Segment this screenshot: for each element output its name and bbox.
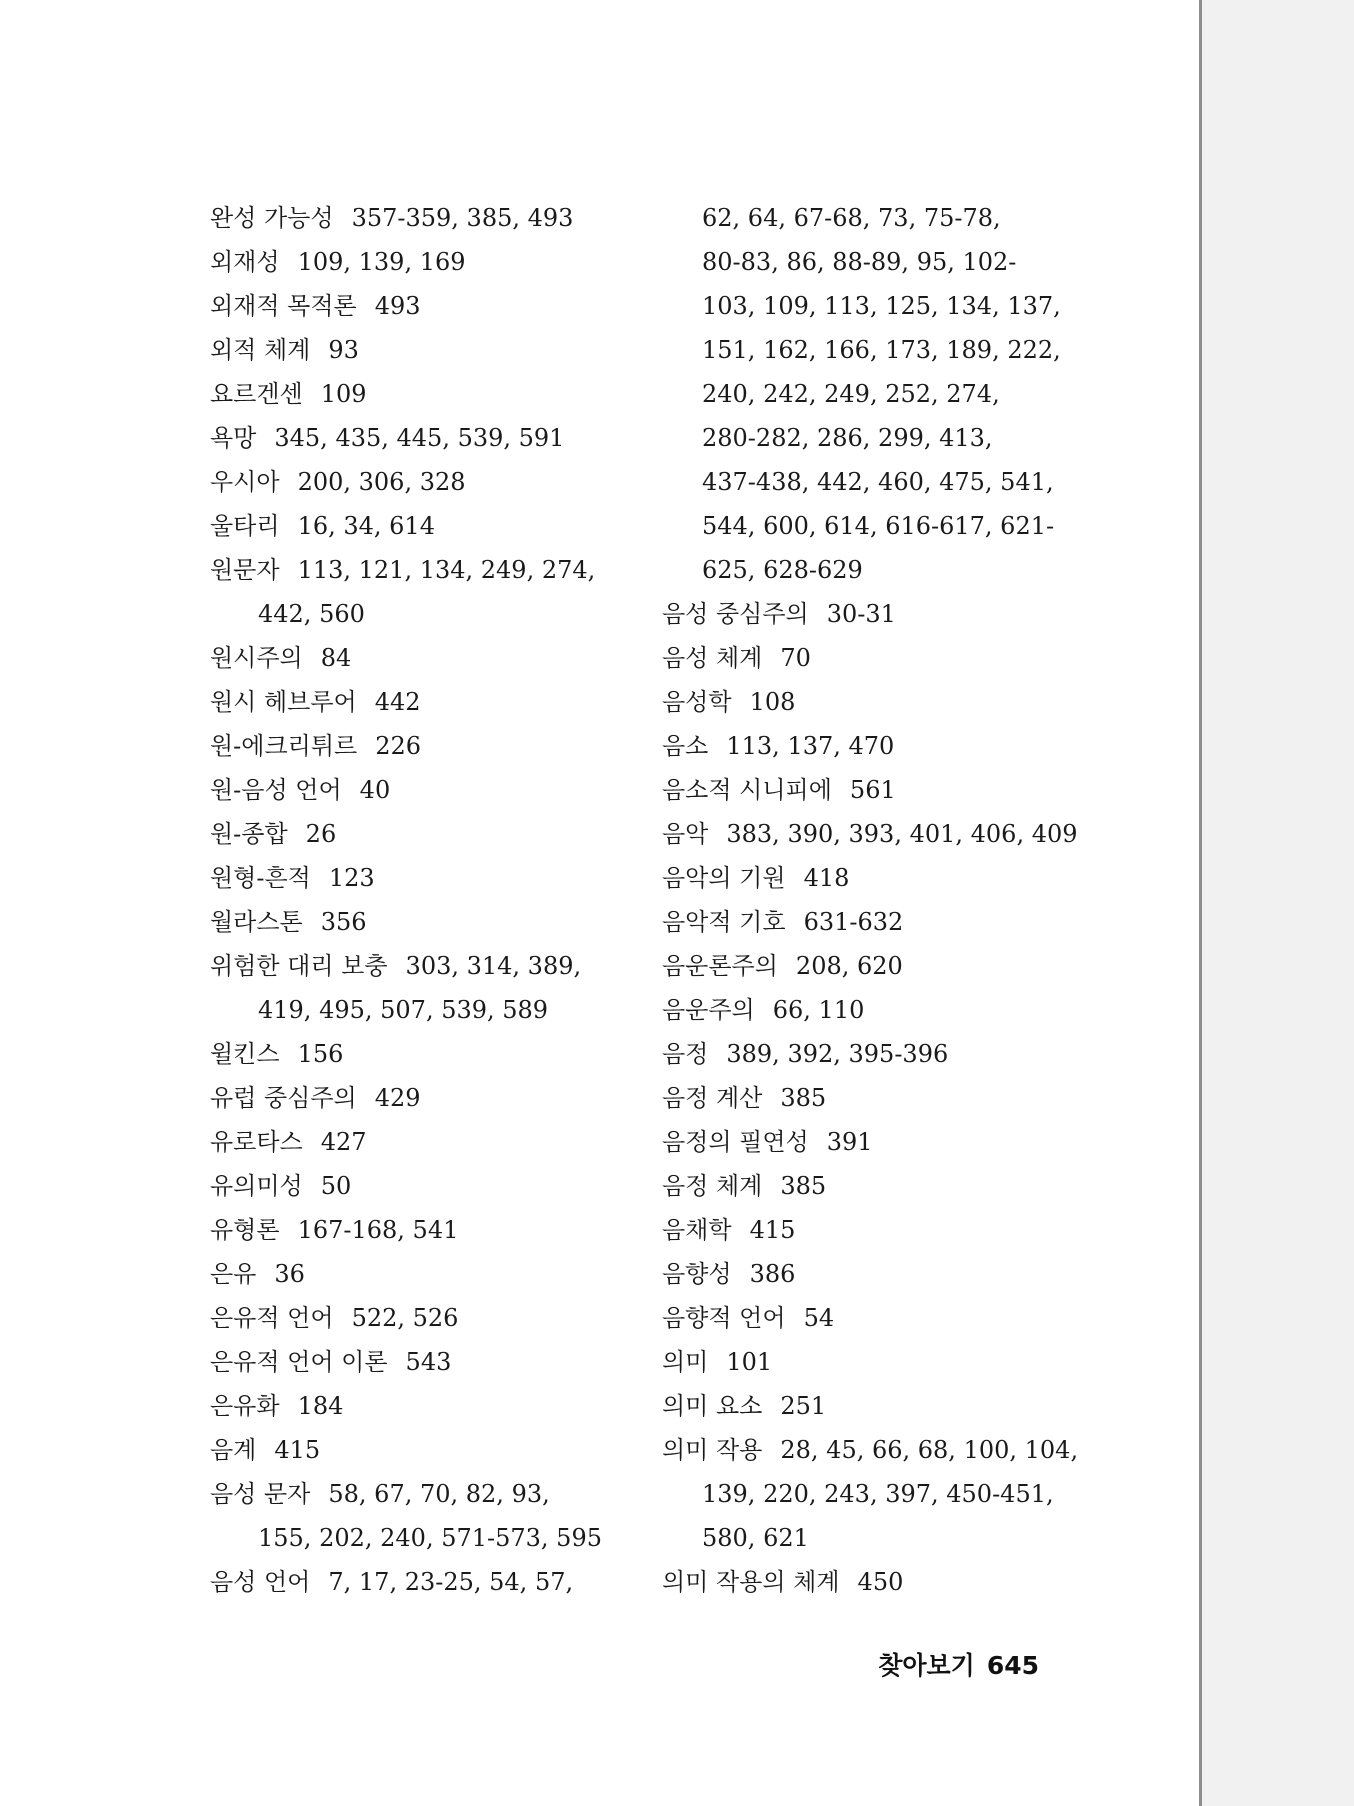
index-pages: 108: [749, 688, 796, 716]
index-term: 음정 체계: [662, 1172, 763, 1200]
index-term: 위험한 대리 보충: [210, 952, 388, 980]
index-pages: 16, 34, 614: [297, 512, 435, 540]
index-term: 음악적 기호: [662, 908, 786, 936]
index-term: 유럽 중심주의: [210, 1084, 357, 1112]
index-term: 은유화: [210, 1392, 280, 1420]
index-term: 외재적 목적론: [210, 292, 357, 320]
index-entry: [210, 988, 630, 1032]
index-term: 윌킨스: [210, 1040, 280, 1068]
index-entry: [662, 1296, 1062, 1340]
page-footer: [878, 1644, 1039, 1688]
index-pages: 561: [849, 776, 896, 804]
index-term: 의미: [662, 1348, 709, 1376]
index-entry: [210, 1120, 630, 1164]
index-entry: [662, 328, 1062, 372]
index-entry: [210, 1076, 630, 1120]
index-pages: 427: [320, 1128, 367, 1156]
index-term: 음정의 필연성: [662, 1128, 809, 1156]
index-term: 의미 작용: [662, 1436, 763, 1464]
index-entry: [210, 372, 630, 416]
index-entry: [210, 944, 630, 988]
index-pages: 103, 109, 113, 125, 134, 137,: [702, 292, 1061, 320]
index-entry: [662, 636, 1062, 680]
index-term: 외적 체계: [210, 336, 311, 364]
index-entry: [662, 1384, 1062, 1428]
index-term: 음성 언어: [210, 1568, 311, 1596]
index-pages: 113, 137, 470: [726, 732, 895, 760]
index-pages: 113, 121, 134, 249, 274,: [297, 556, 596, 584]
index-entry: [210, 1296, 630, 1340]
index-pages: 58, 67, 70, 82, 93,: [328, 1480, 550, 1508]
index-term: 유형론: [210, 1216, 280, 1244]
index-pages: 84: [320, 644, 352, 672]
index-entry: [662, 504, 1062, 548]
index-pages: 522, 526: [351, 1304, 459, 1332]
index-pages: 109: [320, 380, 367, 408]
index-term: 음향적 언어: [662, 1304, 786, 1332]
index-entry: [210, 900, 630, 944]
index-term: 욕망: [210, 424, 257, 452]
index-pages: 419, 495, 507, 539, 589: [258, 996, 549, 1024]
index-entry: [662, 988, 1062, 1032]
index-pages: 208, 620: [795, 952, 903, 980]
footer-label: 찾아보기: [878, 1651, 975, 1680]
index-pages: 200, 306, 328: [297, 468, 466, 496]
index-term: 원시 헤브루어: [210, 688, 357, 716]
index-pages: 437-438, 442, 460, 475, 541,: [702, 468, 1054, 496]
index-entry: [662, 1252, 1062, 1296]
index-entry: [210, 1208, 630, 1252]
index-entry: [662, 1472, 1062, 1516]
index-term: 음향성: [662, 1260, 732, 1288]
index-pages: 429: [374, 1084, 421, 1112]
index-term: 유의미성: [210, 1172, 303, 1200]
index-pages: 40: [359, 776, 391, 804]
index-pages: 356: [320, 908, 367, 936]
index-pages: 389, 392, 395-396: [726, 1040, 949, 1068]
index-entry: [210, 1560, 630, 1604]
index-column-left: [210, 196, 630, 1604]
index-entry: [662, 1560, 1062, 1604]
index-entry: [662, 944, 1062, 988]
index-pages: 493: [374, 292, 421, 320]
index-term: 음정: [662, 1040, 709, 1068]
index-term: 요르겐센: [210, 380, 303, 408]
index-entry: [662, 680, 1062, 724]
index-entry: [662, 1340, 1062, 1384]
index-term: 원-음성 언어: [210, 776, 342, 804]
index-pages: 226: [375, 732, 422, 760]
index-term: 음정 계산: [662, 1084, 763, 1112]
index-term: 음성 중심주의: [662, 600, 809, 628]
index-entry: [210, 416, 630, 460]
index-pages: 184: [297, 1392, 344, 1420]
index-pages: 251: [780, 1392, 827, 1420]
index-term: 음악의 기원: [662, 864, 786, 892]
index-entry: [662, 592, 1062, 636]
index-entry: [662, 372, 1062, 416]
index-term: 음악: [662, 820, 709, 848]
index-pages: 109, 139, 169: [297, 248, 466, 276]
index-entry: [662, 240, 1062, 284]
index-pages: 36: [274, 1260, 305, 1288]
index-term: 유로타스: [210, 1128, 303, 1156]
index-entry: [662, 724, 1062, 768]
index-pages: 123: [328, 864, 375, 892]
index-term: 음성학: [662, 688, 732, 716]
index-entry: [210, 1164, 630, 1208]
index-entry: [662, 416, 1062, 460]
index-entry: [210, 196, 630, 240]
index-entry: [210, 548, 630, 592]
index-entry: [210, 1516, 630, 1560]
index-entry: [662, 1076, 1062, 1120]
index-pages: 101: [726, 1348, 773, 1376]
index-term: 음운주의: [662, 996, 755, 1024]
index-term: 은유적 언어 이론: [210, 1348, 388, 1376]
index-term: 음소: [662, 732, 709, 760]
index-pages: 240, 242, 249, 252, 274,: [702, 380, 1000, 408]
index-entry: [662, 1428, 1079, 1472]
index-entry: [662, 284, 1062, 328]
index-pages: 415: [749, 1216, 796, 1244]
index-entry: [662, 1120, 1062, 1164]
index-pages: 415: [274, 1436, 321, 1464]
index-pages: 580, 621: [702, 1524, 809, 1552]
index-entry: [662, 1208, 1062, 1252]
index-term: 원형-흔적: [210, 864, 311, 892]
index-entry: [210, 460, 630, 504]
index-term: 원시주의: [210, 644, 303, 672]
index-entry: [662, 1516, 1062, 1560]
index-pages: 625, 628-629: [702, 556, 863, 584]
index-entry: [210, 1032, 630, 1076]
index-entry: [210, 240, 630, 284]
index-entry: [210, 724, 630, 768]
index-term: 원-에크리튀르: [210, 732, 358, 760]
index-term: 외재성: [210, 248, 280, 276]
index-entry: [210, 284, 630, 328]
index-entry: [662, 1032, 1062, 1076]
index-entry: [210, 768, 630, 812]
index-pages: 151, 162, 166, 173, 189, 222,: [702, 336, 1061, 364]
index-entry: [210, 1384, 630, 1428]
index-pages: 543: [405, 1348, 452, 1376]
index-term: 원-종합: [210, 820, 288, 848]
index-pages: 167-168, 541: [297, 1216, 459, 1244]
index-pages: 442: [374, 688, 421, 716]
index-term: 음성 체계: [662, 644, 763, 672]
index-pages: 156: [297, 1040, 344, 1068]
index-entry: [210, 1472, 630, 1516]
index-pages: 386: [749, 1260, 796, 1288]
index-pages: 357-359, 385, 493: [351, 204, 574, 232]
index-pages: 544, 600, 614, 616-617, 621-: [702, 512, 1055, 540]
index-term: 월라스톤: [210, 908, 303, 936]
index-term: 음운론주의: [662, 952, 778, 980]
index-pages: 66, 110: [772, 996, 865, 1024]
index-pages: 93: [328, 336, 359, 364]
index-pages: 28, 45, 66, 68, 100, 104,: [780, 1436, 1079, 1464]
index-pages: 7, 17, 23-25, 54, 57,: [328, 1568, 574, 1596]
index-entry: [662, 900, 1062, 944]
index-pages: 30-31: [826, 600, 896, 628]
index-pages: 303, 314, 389,: [405, 952, 582, 980]
index-entry: [662, 812, 1078, 856]
index-term: 원문자: [210, 556, 280, 584]
index-pages: 50: [320, 1172, 352, 1200]
page-number: 645: [986, 1651, 1039, 1680]
index-term: 음소적 시니피에: [662, 776, 832, 804]
index-pages: 62, 64, 67-68, 73, 75-78,: [702, 204, 1001, 232]
index-entry: [662, 548, 1062, 592]
index-term: 음채학: [662, 1216, 732, 1244]
index-pages: 26: [305, 820, 337, 848]
index-entry: [210, 328, 630, 372]
index-entry: [210, 1340, 630, 1384]
index-term: 음계: [210, 1436, 257, 1464]
index-entry: [210, 680, 630, 724]
index-entry: [210, 856, 630, 900]
index-entry: [662, 460, 1062, 504]
index-pages: 385: [780, 1172, 827, 1200]
index-pages: 450: [857, 1568, 904, 1596]
index-term: 은유적 언어: [210, 1304, 334, 1332]
index-pages: 442, 560: [258, 600, 365, 628]
index-entry: [210, 504, 630, 548]
index-pages: 383, 390, 393, 401, 406, 409: [726, 820, 1078, 848]
index-entry: [662, 1164, 1062, 1208]
index-term: 의미 작용의 체계: [662, 1568, 840, 1596]
index-pages: 139, 220, 243, 397, 450-451,: [702, 1480, 1054, 1508]
index-entry: [662, 768, 1062, 812]
index-entry: [210, 636, 630, 680]
index-pages: 418: [803, 864, 850, 892]
index-term: 음성 문자: [210, 1480, 311, 1508]
index-term: 울타리: [210, 512, 280, 540]
index-pages: 385: [780, 1084, 827, 1112]
index-pages: 54: [803, 1304, 835, 1332]
index-entry: [210, 1252, 630, 1296]
index-entry: [210, 1428, 630, 1472]
index-term: 은유: [210, 1260, 257, 1288]
index-entry: [210, 592, 630, 636]
index-pages: 80-83, 86, 88-89, 95, 102-: [702, 248, 1017, 276]
index-pages: 280-282, 286, 299, 413,: [702, 424, 993, 452]
index-entry: [210, 812, 630, 856]
index-pages: 345, 435, 445, 539, 591: [274, 424, 565, 452]
index-entry: [662, 196, 1062, 240]
index-pages: 70: [780, 644, 811, 672]
index-column-right: [662, 196, 1079, 1604]
index-term: 우시아: [210, 468, 280, 496]
index-pages: 631-632: [803, 908, 904, 936]
index-pages: 155, 202, 240, 571-573, 595: [258, 1524, 602, 1552]
index-term: 의미 요소: [662, 1392, 763, 1420]
index-pages: 391: [826, 1128, 873, 1156]
index-term: 완성 가능성: [210, 204, 334, 232]
index-entry: [662, 856, 1062, 900]
